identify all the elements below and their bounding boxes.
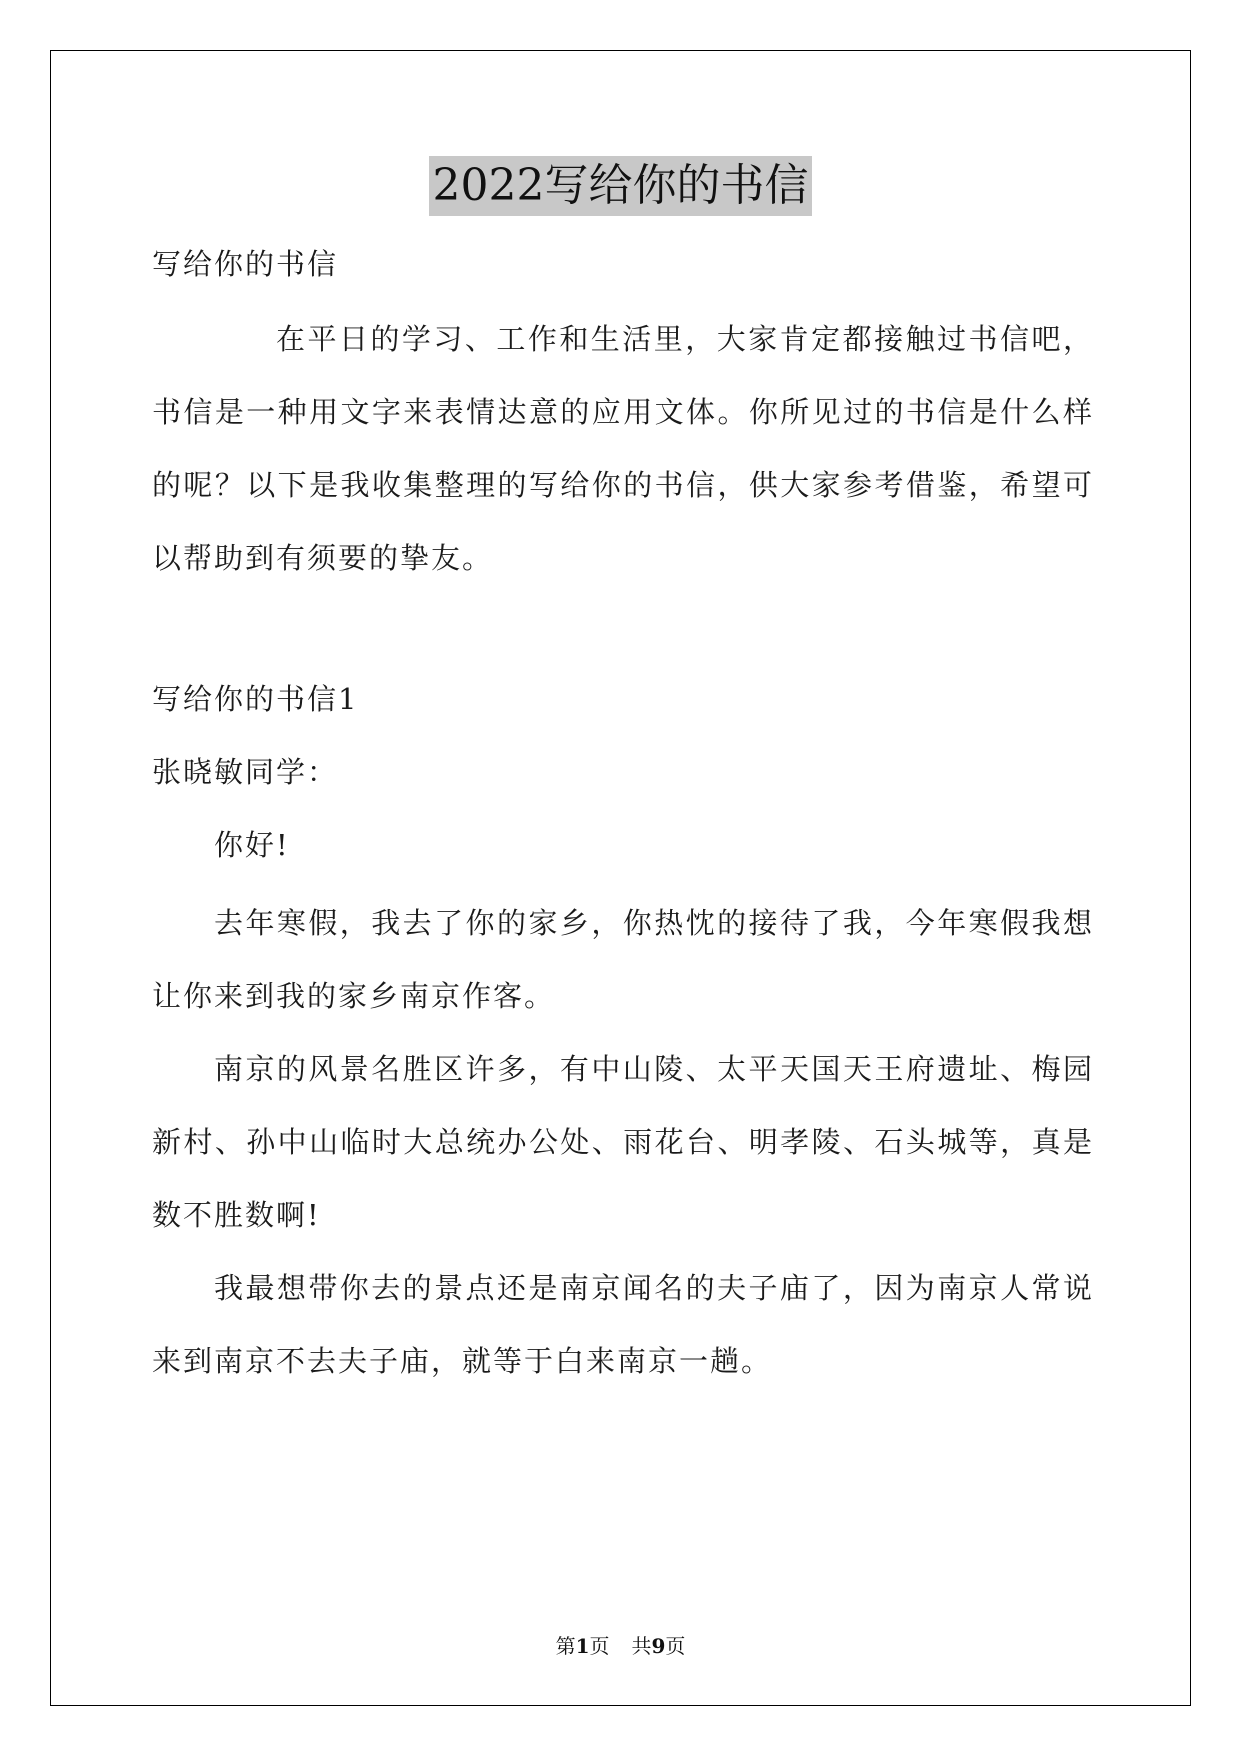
paragraph-line: 数不胜数啊! <box>152 1198 321 1232</box>
letter-greeting: 你好! <box>214 828 290 862</box>
title-wrap <box>0 156 1241 216</box>
paragraph-line: 来到南京不去夫子庙，就等于白来南京一趟。 <box>152 1344 773 1378</box>
paragraph-line: 以帮助到有须要的挚友。 <box>152 541 494 575</box>
footer-total-pages: 9 <box>651 1634 666 1658</box>
page-footer <box>0 1630 1241 1659</box>
footer-page-suffix: 页 <box>589 1634 610 1658</box>
footer-total-suffix: 页 <box>665 1634 686 1658</box>
paragraph-line: 我最想带你去的景点还是南京闻名的夫子庙了，因为南京人常说 <box>214 1271 1092 1305</box>
page-border <box>50 50 1191 1706</box>
paragraph-line: 书信是一种用文字来表情达意的应用文体。你所见过的书信是什么样 <box>152 395 1092 429</box>
document-title: 2022写给你的书信 <box>429 156 813 216</box>
intro-heading: 写给你的书信 <box>152 247 339 281</box>
paragraph-line: 新村、孙中山临时大总统办公处、雨花台、明孝陵、石头城等，真是 <box>152 1125 1092 1159</box>
paragraph-line: 让你来到我的家乡南京作客。 <box>152 979 556 1013</box>
letter-salutation: 张晓敏同学： <box>152 755 339 789</box>
paragraph-line: 去年寒假，我去了你的家乡，你热忱的接待了我，今年寒假我想 <box>214 906 1092 940</box>
section-heading: 写给你的书信1 <box>152 682 359 716</box>
paragraph-line: 的呢？以下是我收集整理的写给你的书信，供大家参考借鉴，希望可 <box>152 468 1092 502</box>
footer-prefix: 第 <box>555 1634 576 1658</box>
footer-total-prefix: 共 <box>631 1634 652 1658</box>
paragraph-line: 在平日的学习、工作和生活里，大家肯定都接触过书信吧， <box>276 322 1092 356</box>
paragraph-line: 南京的风景名胜区许多，有中山陵、太平天国天王府遗址、梅园 <box>214 1052 1092 1086</box>
footer-page-number: 1 <box>575 1634 590 1658</box>
